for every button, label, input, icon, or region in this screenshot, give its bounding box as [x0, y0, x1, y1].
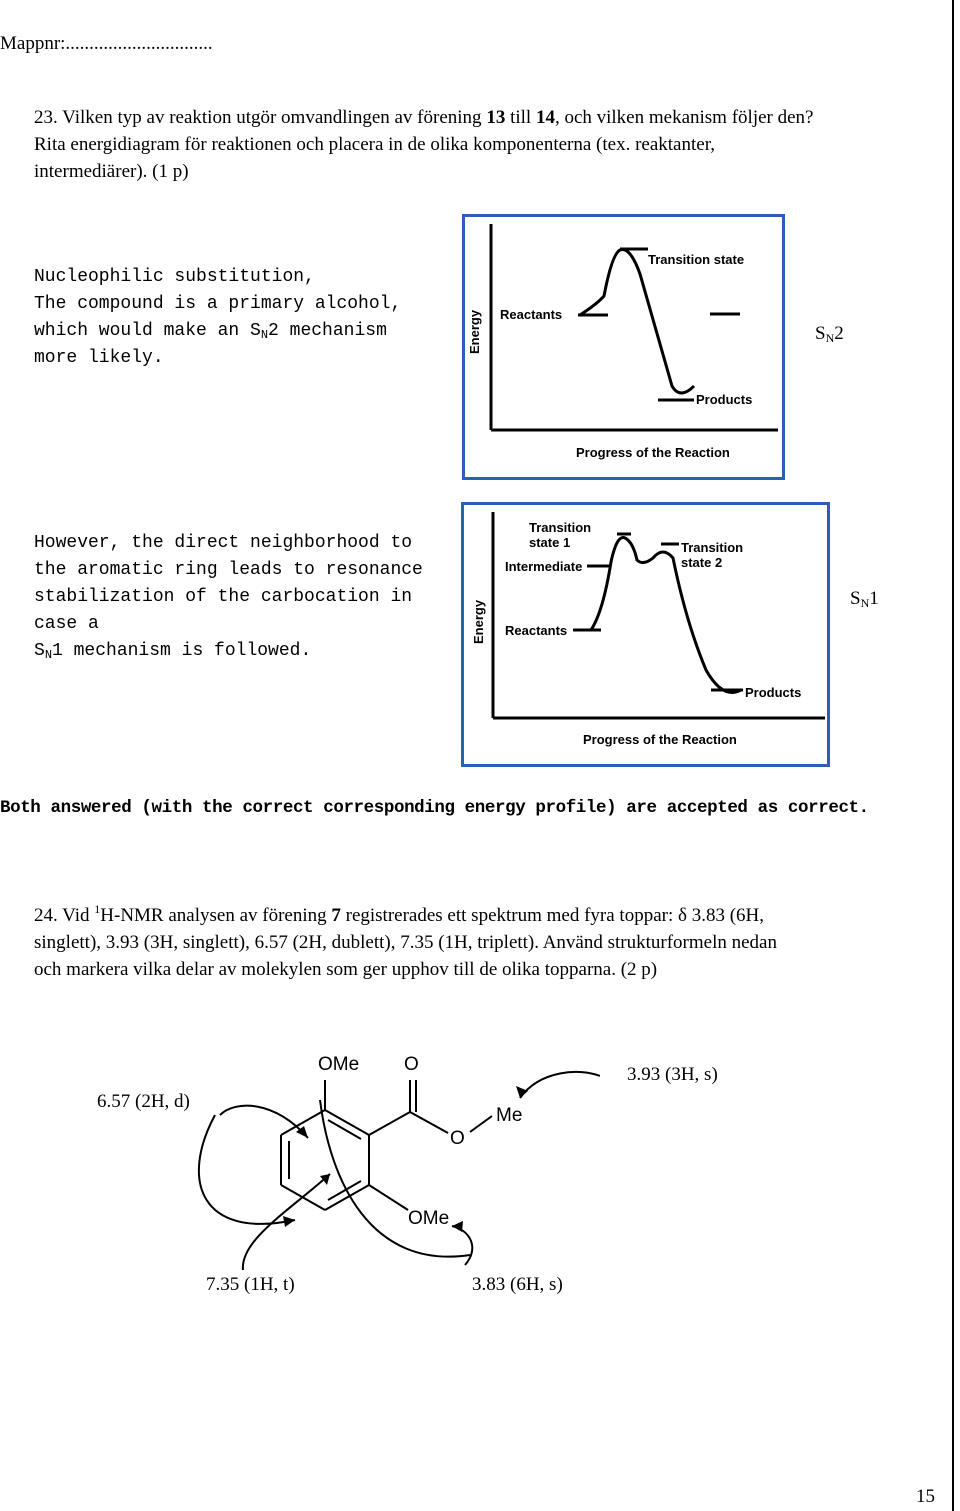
molecule-structure [180, 1070, 600, 1290]
sn1-energy-diagram [461, 502, 831, 768]
sn1-intermediate-label: Intermediate [505, 559, 583, 574]
sn2-reactants-label: Reactants [500, 307, 563, 322]
sn2-line-3b: 2 mechanism [268, 321, 387, 341]
arrowhead-383a [452, 1221, 463, 1232]
sn1-line-4-s: S [34, 641, 45, 661]
q24-line-1 [34, 902, 934, 929]
q23-text: 23. Vilken typ av reaktion utgör omvandlingen av förening [34, 107, 487, 128]
sn2-energy-label: Energy [467, 309, 482, 354]
q23-text: till [505, 107, 536, 128]
sn1-products-label: Products [745, 685, 802, 700]
sn2-line-4: more likely. [34, 348, 164, 368]
q24-text: registrerades ett spektrum med fyra toppar: δ 3.83 (6H, [340, 905, 765, 926]
sn2-products-label: Products [696, 392, 753, 407]
answer-sn2-text [34, 264, 454, 372]
sn1-line-2: the aromatic ring leads to resonance [34, 560, 423, 580]
sn2-progress-label: Progress of the Reaction [576, 445, 730, 460]
shift-393-label: 3.93 (3H, s) [627, 1064, 718, 1085]
q23-text: , och vilken mekanism följer den? [554, 107, 814, 128]
arrow-383-top [320, 1100, 470, 1257]
sn1-line-4 [34, 638, 454, 665]
ester-o-label: O [450, 1128, 465, 1149]
sn1-line-4-sub: N [44, 648, 53, 662]
q24-line-2: singlett), 3.93 (3H, singlett), 6.57 (2H, dublett), 7.35 (1H, triplett). Använd strukturformeln nedan [34, 932, 777, 953]
q24-sup: 1 [94, 902, 101, 916]
question-23 [34, 104, 934, 185]
sn1-line-3: stabilization of the carbocation in case a [34, 587, 413, 634]
ome-top-label: OMe [318, 1054, 360, 1075]
shift-657-label: 6.57 (2H, d) [97, 1091, 190, 1112]
compound-14: 14 [535, 107, 555, 128]
sn2-reaction-curve [580, 250, 694, 394]
carbonyl-o-label: O [404, 1054, 419, 1075]
q24-text: 24. Vid [34, 905, 95, 926]
both-answered-text: Both answered (with the correct corresponding energy profile) are accepted as correct. [0, 798, 869, 818]
answer-sn1-text [34, 530, 454, 665]
arrowhead-735 [320, 1174, 330, 1185]
arrow-383-bottom [452, 1226, 472, 1265]
sn2-energy-diagram [462, 214, 786, 480]
methyl-label: Me [496, 1105, 523, 1126]
mappnr-line [0, 30, 213, 57]
sn2-line-3a: which would make an S [34, 321, 261, 341]
sn1-energy-label: Energy [471, 599, 486, 644]
sn2-line-2: The compound is a primary alcohol, [34, 294, 402, 314]
sn1-line-4b: 1 mechanism is followed. [52, 641, 312, 661]
arrowhead-657b [283, 1216, 295, 1227]
assignment-arrows [199, 1072, 600, 1270]
sn1-ts2-label-b: state 2 [681, 555, 723, 570]
sn1-label-s: S [850, 588, 861, 609]
sn1-label-num: 1 [869, 588, 879, 609]
sn2-label-num: 2 [834, 323, 844, 344]
sn2-line-1: Nucleophilic substitution, [34, 267, 315, 287]
sn1-reactants-label: Reactants [505, 623, 568, 638]
sn2-line-3 [34, 318, 454, 345]
q24-line-3: och markera vilka delar av molekylen som ger upphov till de olika topparna. (2 p) [34, 959, 658, 980]
compound-13: 13 [486, 107, 506, 128]
q23-line-2: Rita energidiagram för reaktionen och placera in de olika komponenterna (tex. reaktanter, [34, 134, 716, 155]
sn1-progress-label: Progress of the Reaction [583, 732, 737, 747]
q24-text: H-NMR analysen av förening [100, 905, 332, 926]
both-answered-note [0, 798, 940, 818]
shift-383-label: 3.83 (6H, s) [472, 1274, 563, 1295]
sn2-transition-state-label: Transition state [648, 252, 745, 267]
compound-7: 7 [331, 905, 341, 926]
arrowhead-393 [516, 1086, 528, 1098]
sn1-ts1-label-b: state 1 [529, 535, 571, 550]
sn1-label-sub: N [860, 596, 870, 610]
q23-line-1 [34, 104, 934, 131]
ome-bottom-label: OMe [408, 1208, 450, 1229]
q23-line-3: intermediärer). (1 p) [34, 161, 189, 182]
shift-735-label: 7.35 (1H, t) [206, 1274, 295, 1295]
sn1-label [850, 585, 879, 612]
sn2-label-s: S [815, 323, 826, 344]
mappnr-text: Mappnr:............................... [0, 33, 213, 54]
sn2-line-3-sub: N [260, 328, 269, 342]
arrow-393 [520, 1072, 600, 1098]
page-number: 15 [916, 1486, 935, 1507]
question-24 [34, 902, 934, 983]
sn2-label-sub: N [825, 331, 835, 345]
arrowheads [283, 1086, 528, 1232]
sn1-ts2-label-a: Transition [681, 540, 744, 555]
sn2-label [815, 320, 844, 347]
sn1-line-1: However, the direct neighborhood to [34, 533, 413, 553]
page-right-border [952, 0, 954, 1511]
sn1-ts1-label-a: Transition [529, 520, 592, 535]
arrow-657-upper [220, 1106, 308, 1138]
